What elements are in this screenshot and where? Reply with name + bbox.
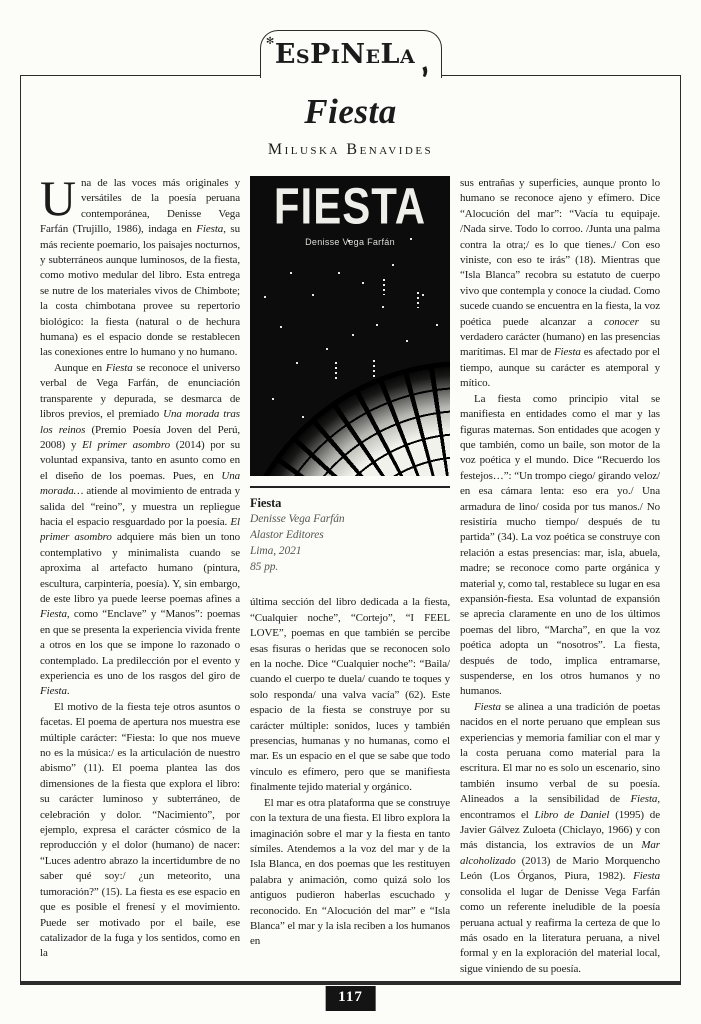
page-number: 117 <box>338 989 363 1005</box>
caption-line: Denisse Vega Farfán <box>250 513 345 526</box>
disco-ball <box>250 361 450 476</box>
paragraph <box>40 176 240 361</box>
book-caption <box>250 486 450 575</box>
book-cover-author: Denisse Vega Farfán <box>305 237 395 247</box>
masthead-logo-text: EsPiNeLa <box>274 39 416 70</box>
book-cover <box>250 176 450 476</box>
masthead-tab <box>260 30 442 81</box>
paragraph: última sección del libro dedicada a la fiesta, “Cualquier noche”, “Cortejo”, “I FEEL LOVE”, poemas en que también se percibe esas fisuras o heridas que se reconocen solo en la noche. Dice “Cualquier noche”: “Baila/ cuando el cuerpo te duela/ cuando te toques y solo responda/ una valva vacía” (62). Este espacio de la fiesta se construye por su carácter múltiple: sonidos, luces y también presencias, humanas y no humanas, como el mar. Es un espacio en el que se sabe que todo vínculo es efímero, pero que se manifiesta finalmente tejido material y orgánico. <box>250 596 450 794</box>
star-cluster <box>383 279 385 295</box>
caption-line: Lima, 2021 <box>250 545 302 558</box>
page-number-badge <box>325 986 376 1011</box>
drop-cap: U <box>40 176 77 226</box>
article-title: Fiesta <box>304 92 397 131</box>
book-cover-title: FIESTA <box>273 177 427 235</box>
column-left <box>40 176 240 981</box>
caption-title: Fiesta <box>250 496 282 510</box>
column-center <box>250 176 450 981</box>
article-author: Miluska Benavides <box>267 141 434 158</box>
logo-swash-icon: , <box>410 44 435 81</box>
masthead-logo <box>265 36 435 81</box>
starfield <box>250 176 252 178</box>
caption-line: 85 pp. <box>250 561 279 574</box>
star-cluster <box>335 362 337 380</box>
caption-line: Alastor Editores <box>250 529 324 542</box>
paragraph: El motivo de la fiesta teje otros asuntos o facetas. El poema de apertura nos muestra ese múltiple carácter: “Fiesta: lo que nos mueve no es la música:/ es la articulación de nuestro abismo” (11). El poema plantea las dos dimensiones de la fiesta que explora el libro: su carácter luminoso y subterráneo, de celebración y dolor. “Nacimiento”, por ejemplo, expresa el carácter cósmico de la reproducción y el dolor (humano) de nacer: “Luces adentro abrazo la incertidumbre de no saber qué soy:/ ¿un meteorito, una tumoración?” (15). La fiesta es ese espacio en que es posible el frenesí y el movimiento. Puede ser motivado por el baile, ese catalizador de la fuga y los sentidos, como en la <box>40 700 240 960</box>
paragraph: Aunque en Fiesta se reconoce el universo verbal de Vega Farfán, de enunciación transparente y depurada, se desmarca de libros previos, el premiado Una morada tras los reinos (Premio Poesía Joven del Perú, 2008) y El primer asombro (2014) por su voluntad expansiva, tanto en asunto como en el diseño de los poemas. Pues, en Una morada… atiende al movimiento de entrada y salida del “reino”, y muestra un repliegue hacia el espacio resguardado por la poesía. El primer asombro adquiere más bien un tono contemplativo y minimalista cuando se aproxima al artefacto humano (pintura, escultura, carpintería, poesía). Y, sin embargo, de este libro ya puede leerse poemas afines a Fiesta, como “Enclave” y “Manos”: poemas en que se presenta la experiencia vivida frente a otros en los que se impone lo razonado o contemplado. La predilección por el evento y experiencia es uno de los rasgos del giro de Fiesta. <box>40 361 240 698</box>
paragraph: Fiesta se alinea a una tradición de poetas nacidos en el norte peruano que emplean sus experiencias y memoria familiar con el mar y la costa peruana como material para la escritura. El mar no es solo un escenario, sino también insumo verbal de su poesía. Alineados a la sensibilidad de Fiesta, encontramos el Libro de Daniel (1995) de Javier Gálvez Zuloeta (Chiclayo, 1966) y con más distancia, los extravíos de un Mar alcoholizado (2013) de Mario Morquencho León (Los Órganos, Piura, 1982). Fiesta consolida el lugar de Denisse Vega Farfán como un referente ineludible de la poesía peruana actual y reafirma la certeza de que lo más osado en la literatura peruana, a nivel formal y en la exploración del material local, sigue viniendo de su poesía. <box>460 700 660 975</box>
column-right <box>460 176 660 981</box>
article <box>40 84 661 981</box>
paragraph: La fiesta como principio vital se manifiesta en entidades como el mar y las figuras maternas. Son entidades que acogen y que también, como un baile, son motor de la voz poética y el mundo. Dice “Recuerdo los festejos…”: “Un trompo ciego/ girando veloz/ en esa cámara lenta: eso era yo./ Una armadura de lino/ cosida por tus manos./ No resistiría mucho tiempo/ después de tu partida” (34). La voz poética se construye con relación a estas presencias: mar, isla, abuela, madre; se reconoce como parte orgánica y material y, como tal, restablece su lugar en esa expansión-fiesta. Esa voluntad de expansión se aprecia claramente en uno de los últimos poemas del libro, “Marcha”, en que la voz poética adopta un “nosotros”. La fiesta, después de todo, implica entramarse, suspenderse, en los otros humanos y no humanos. <box>460 392 660 698</box>
logo-flourish-icon: ✻ <box>265 36 275 47</box>
paragraph: El mar es otra plataforma que se construye con la textura de una fiesta. El libro explora la imaginación sobre el mar y la fiesta en tanto símiles. Atendemos a la voz del mar y de la Isla Blanca, en dos poemas que les restituyen palabra y animación, como quizá solo los antiguos pudieron haberlas escuchado y reconocido. En “Alocución del mar” e “Isla Blanca” el mar y la isla reciben a los humanos en <box>250 796 450 948</box>
text-columns <box>40 176 661 981</box>
paragraph: sus entrañas y superficies, aunque pronto lo humano se reconoce ajeno y efímero. Dice “Alocución del mar”: “Vacía tu equipaje. /Nada sirve. Todo lo corroo. /Junta una palma contra la otra;/ es lo que tienes./ Con eso viniste, con eso te irás” (18). Mientras que “Isla Blanca” recobra su estatuto de cuerpo vivo que contempla y conoce la ciudad. Como sucede cuando se encuentra en la fiesta, la voz poética puede alcanzar a conocer su verdadero carácter (humano) en las presencias marítimas. El mar de Fiesta es afectado por el tiempo, aunque su carácter es atemporal y mítico. <box>460 177 660 390</box>
star-cluster <box>417 292 419 308</box>
paragraph-text: na de las voces más originales y versátiles de la poesía peruana contemporánea, Denisse Vega Farfán (Trujillo, 1986), indaga en Fiesta, su más reciente poemario, los paisajes nocturnos, y subterráneos aunque luminosos, de la fiesta, como motivo medular del libro. Esta entrega se nutre de los materiales vivos de Chimbote; la costa chimbotana provee su repertorio biológico: la fiesta (natural o de hechura humana) es el espacio donde se restablecen las conexiones entre lo humano y no humano. <box>40 177 240 359</box>
